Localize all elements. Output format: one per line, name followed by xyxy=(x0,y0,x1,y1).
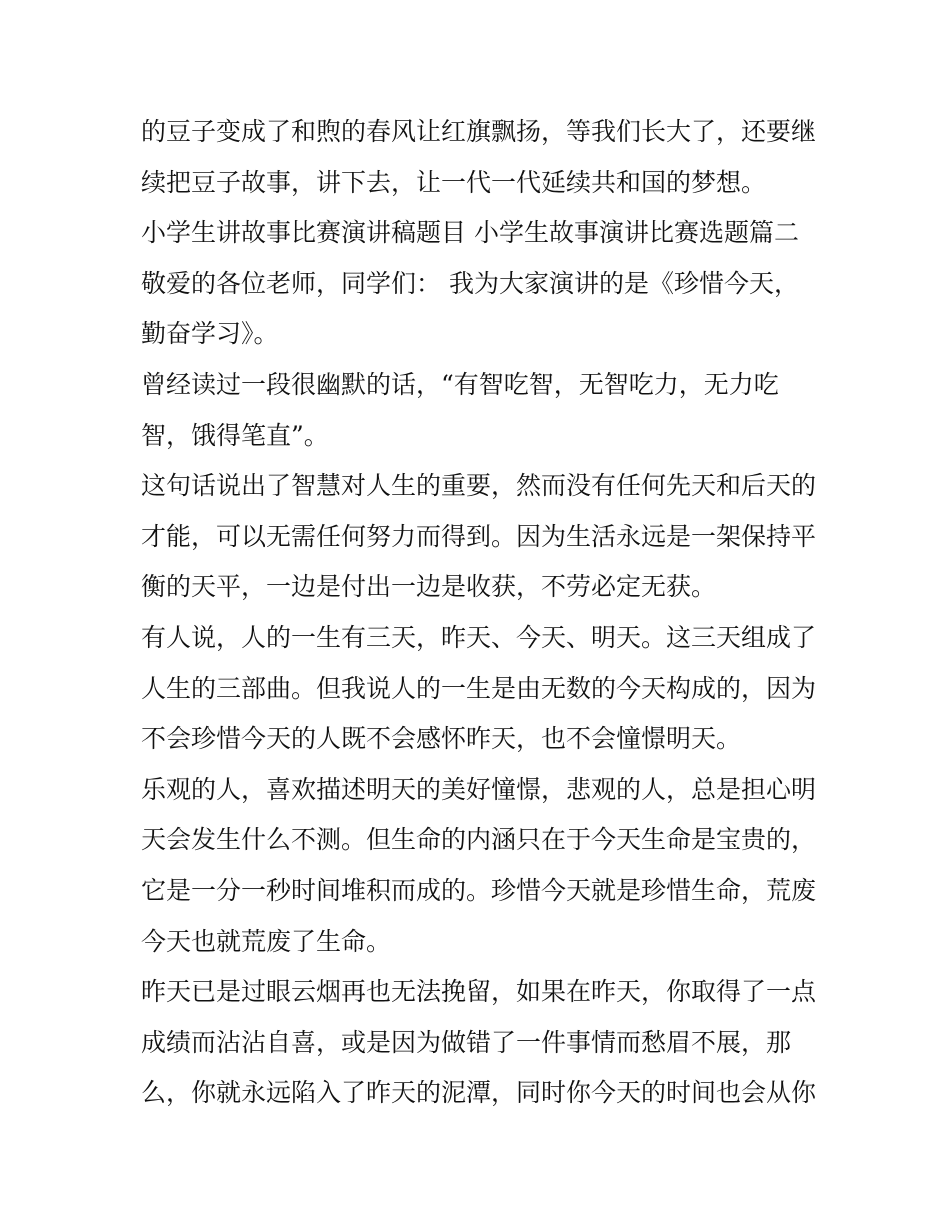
text-line: 曾经读过一段很幽默的话，“有智吃智，无智吃力，无力吃 xyxy=(141,369,779,399)
text-line: 成绩而沾沾自喜，或是因为做错了一件事情而愁眉不展，那 xyxy=(141,1027,792,1057)
text-line: 续把豆子故事，讲下去，让一代一代延续共和国的梦想。 xyxy=(141,167,767,197)
text-line: 昨天已是过眼云烟再也无法挽留，如果在昨天，你取得了一点 xyxy=(141,977,817,1007)
text-line: 的豆子变成了和煦的春风让红旗飘扬，等我们长大了，还要继 xyxy=(141,117,817,146)
text-line: 衡的天平，一边是付出一边是收获，不劳必定无获。 xyxy=(141,572,717,602)
text-line: 敬爱的各位老师，同学们： 我为大家演讲的是《珍惜今天， xyxy=(141,268,799,298)
text-line: 勤奋学习》。 xyxy=(141,319,279,349)
text-line: 今天也就荒废了生命。 xyxy=(141,926,392,956)
text-line: 天会发生什么不测。但生命的内涵只在于今天生命是宝贵的， xyxy=(141,825,817,855)
text-line: 人生的三部曲。但我说人的一生是由无数的今天构成的，因为 xyxy=(141,673,817,703)
text-line: 么，你就永远陷入了昨天的泥潭，同时你今天的时间也会从你 xyxy=(141,1078,817,1108)
text-line: 这句话说出了智慧对人生的重要，然而没有任何先天和后天的 xyxy=(141,471,817,501)
body-text xyxy=(141,107,821,1119)
text-line: 它是一分一秒时间堆积而成的。珍惜今天就是珍惜生命，荒废 xyxy=(141,875,817,905)
text-line: 智，饿得笔直”。 xyxy=(141,420,329,450)
text-line: 不会珍惜今天的人既不会感怀昨天，也不会憧憬明天。 xyxy=(141,724,742,754)
text-line: 小学生讲故事比赛演讲稿题目 小学生故事演讲比赛选题篇二 xyxy=(141,218,799,248)
text-line: 乐观的人，喜欢描述明天的美好憧憬，悲观的人，总是担心明 xyxy=(141,774,817,804)
text-line: 才能，可以无需任何努力而得到。因为生活永远是一架保持平 xyxy=(141,521,817,551)
text-line: 有人说，人的一生有三天，昨天、今天、明天。这三天组成了 xyxy=(141,622,817,652)
